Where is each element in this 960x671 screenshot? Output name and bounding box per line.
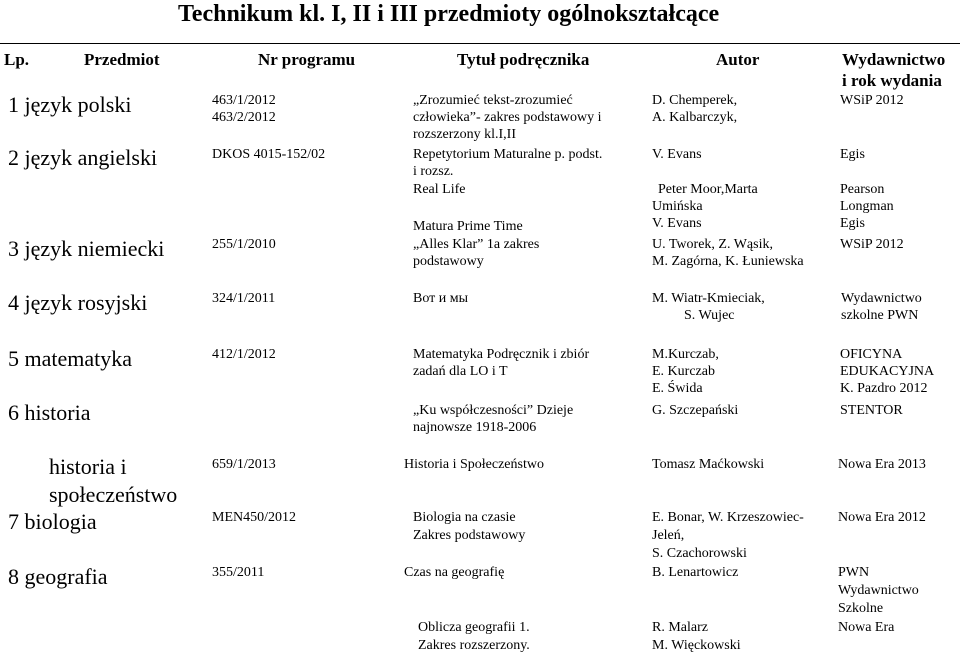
row-3-subject: 3 język niemiecki — [8, 236, 165, 261]
row-2-publisher-b-2: Longman — [840, 199, 894, 214]
row-6b-subject-2: społeczeństwo — [49, 482, 178, 507]
row-1-title-1: „Zrozumieć tekst-zrozumieć — [413, 93, 573, 108]
row-3-program: 255/1/2010 — [212, 237, 276, 252]
row-4-subject: 4 język rosyjski — [8, 290, 148, 315]
row-2-publisher-b-3: Egis — [840, 216, 865, 231]
row-5-title-2: zadań dla LO i T — [413, 364, 508, 379]
row-1-title-3: rozszerzony kl.I,II — [413, 127, 517, 142]
row-2-author-b-1: Peter Moor,Marta — [658, 182, 758, 197]
row-8-author: B. Lenartowicz — [652, 565, 739, 580]
page-title: Technikum kl. I, II i III przedmioty ogólnokształcące — [178, 1, 720, 27]
header-wydawnictwo: Wydawnictwo — [842, 50, 946, 69]
header-top-rule — [0, 43, 960, 44]
row-7-publisher: Nowa Era 2012 — [838, 510, 926, 525]
row-5-title-1: Matematyka Podręcznik i zbiór — [413, 347, 590, 362]
header-autor: Autor — [716, 50, 760, 69]
row-7-subject: 7 biologia — [8, 509, 97, 534]
row-6-publisher: STENTOR — [840, 403, 903, 418]
row-7-author-3: S. Czachorowski — [652, 546, 747, 561]
row-2-title-c: Matura Prime Time — [413, 219, 523, 234]
row-2-author-b-2: Umińska — [652, 199, 703, 214]
row-8-title: Czas na geografię — [404, 565, 505, 580]
row-2-publisher-a: Egis — [840, 147, 865, 162]
row-5-subject: 5 matematyka — [8, 346, 133, 371]
row-6b-title: Historia i Społeczeństwo — [404, 457, 544, 472]
row-1-publisher: WSiP 2012 — [840, 93, 904, 108]
row-7-author-2: Jeleń, — [652, 528, 685, 543]
row-1-program-1: 463/1/2012 — [212, 93, 276, 108]
row-7-program: MEN450/2012 — [212, 510, 296, 525]
row-5-program: 412/1/2012 — [212, 347, 276, 362]
row-4-title: Вот и мы — [413, 291, 469, 306]
row-2-title-b: Real Life — [413, 182, 466, 197]
row-3-title-1: „Alles Klar” 1a zakres — [413, 237, 540, 252]
row-8-publisher-1: PWN — [838, 565, 870, 580]
row-8-publisher-3: Szkolne — [838, 601, 884, 616]
row-6b-publisher: Nowa Era 2013 — [838, 457, 926, 472]
header-nr-programu: Nr programu — [258, 50, 356, 69]
row-3-author-1: U. Tworek, Z. Wąsik, — [652, 237, 773, 252]
row-4-publisher-1: Wydawnictwo — [841, 291, 922, 306]
row-6-author: G. Szczepański — [652, 403, 739, 418]
header-przedmiot: Przedmiot — [84, 50, 160, 69]
row-1-program-2: 463/2/2012 — [212, 110, 276, 125]
header-rok-wydania: i rok wydania — [842, 71, 942, 90]
row-3-title-2: podstawowy — [413, 254, 484, 269]
row-2-title-a-2: i rozsz. — [413, 164, 454, 179]
header-tytul: Tytuł podręcznika — [457, 50, 590, 69]
row-3-author-2: M. Zagórna, K. Łuniewska — [652, 254, 804, 269]
row-1-author-1: D. Chemperek, — [652, 93, 738, 108]
row-7-title-1: Biologia na czasie — [413, 510, 516, 525]
row-8-program: 355/2011 — [212, 565, 265, 580]
row-6-title-1: „Ku współczesności” Dzieje — [413, 403, 574, 418]
row-4-publisher-2: szkolne PWN — [841, 308, 919, 323]
row-4-program: 324/1/2011 — [212, 291, 276, 306]
row-1-author-2: A. Kalbarczyk, — [652, 110, 738, 125]
row-8b-publisher: Nowa Era — [838, 620, 895, 635]
row-5-publisher-1: OFICYNA — [840, 347, 903, 362]
row-5-publisher-2: EDUKACYJNA — [840, 364, 935, 379]
row-8-publisher-2: Wydawnictwo — [838, 583, 919, 598]
row-8b-author-1: R. Malarz — [652, 620, 708, 635]
row-5-author-3: E. Świda — [652, 381, 703, 396]
row-2-title-a-1: Repetytorium Maturalne p. podst. — [413, 147, 603, 162]
row-2-author-b-3: V. Evans — [652, 216, 702, 231]
row-8b-title-2: Zakres rozszerzony. — [418, 638, 530, 653]
row-6b-subject-1: historia i — [49, 454, 127, 479]
row-5-author-2: E. Kurczab — [652, 364, 715, 379]
row-2-program: DKOS 4015-152/02 — [212, 147, 326, 162]
row-4-author-2: S. Wujec — [684, 308, 735, 323]
row-3-publisher: WSiP 2012 — [840, 237, 904, 252]
row-6-title-2: najnowsze 1918-2006 — [413, 420, 537, 435]
row-6b-author: Tomasz Maćkowski — [652, 457, 765, 472]
row-2-subject: 2 język angielski — [8, 145, 158, 170]
row-8b-title-1: Oblicza geografii 1. — [418, 620, 530, 635]
row-1-subject: 1 język polski — [8, 92, 132, 117]
row-2-author-a: V. Evans — [652, 147, 702, 162]
row-8b-author-2: M. Więckowski — [652, 638, 741, 653]
row-6-subject: 6 historia — [8, 400, 91, 425]
row-6b-program: 659/1/2013 — [212, 457, 276, 472]
header-lp: Lp. — [4, 50, 30, 69]
row-7-author-1: E. Bonar, W. Krzeszowiec- — [652, 510, 804, 525]
row-7-title-2: Zakres podstawowy — [413, 528, 526, 543]
row-2-publisher-b-1: Pearson — [840, 182, 885, 197]
row-5-publisher-3: K. Pazdro 2012 — [840, 381, 928, 396]
row-4-author-1: M. Wiatr-Kmieciak, — [652, 291, 765, 306]
row-1-title-2: człowieka”- zakres podstawowy i — [413, 110, 602, 125]
row-8-subject: 8 geografia — [8, 564, 108, 589]
row-5-author-1: M.Kurczab, — [652, 347, 719, 362]
